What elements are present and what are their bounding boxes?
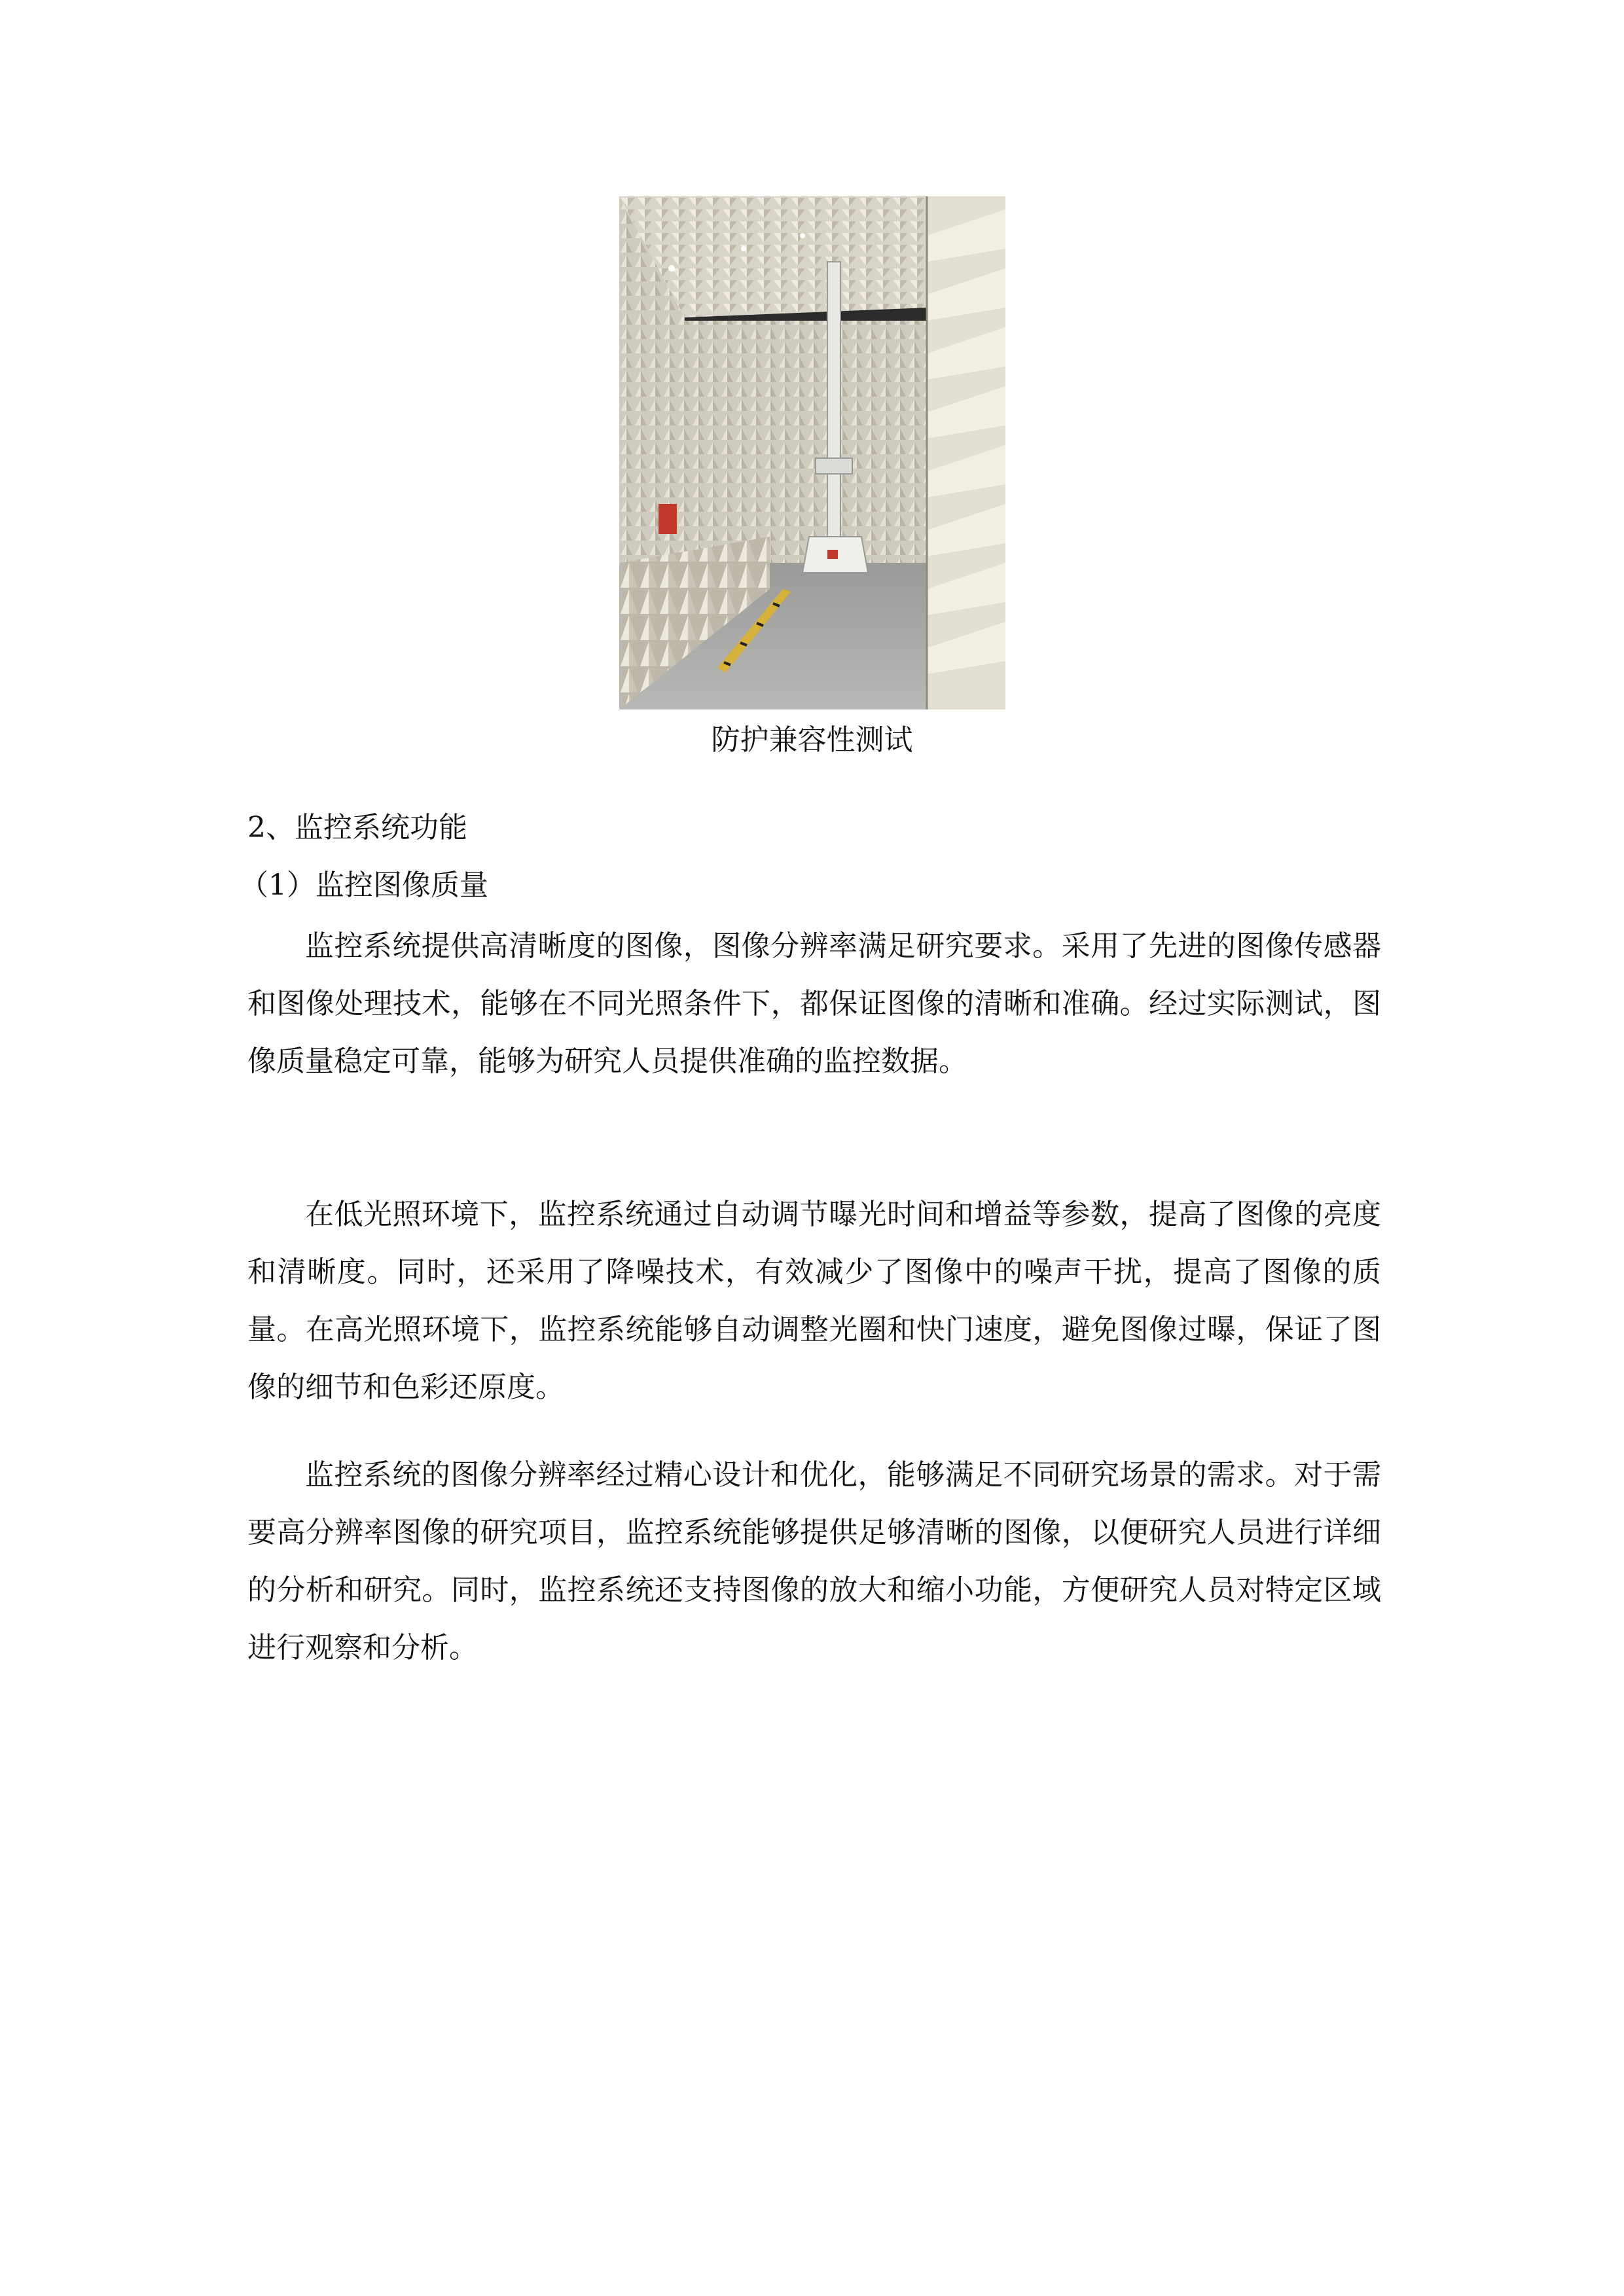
chamber-illustration: [619, 196, 1005, 709]
section-heading: 2、监控系统功能: [247, 811, 467, 844]
anechoic-chamber-photo: [619, 196, 1005, 709]
figure-caption: 防护兼容性测试: [711, 723, 913, 757]
body-paragraph: 在低光照环境下，监控系统通过自动调节曝光时间和增益等参数，提高了图像的亮度和清晰度。同时，还采用了降噪技术，有效减少了图像中的噪声干扰，提高了图像的质量。在高光照环境下，监控系统能够自动调整光圈和快门速度，避免图像过曝，保证了图像的细节和色彩还原度。: [247, 1198, 1381, 1404]
body-paragraph: 监控系统的图像分辨率经过精心设计和优化，能够满足不同研究场景的需求。对于需要高分辨率图像的研究项目，监控系统能够提供足够清晰的图像，以便研究人员进行详细的分析和研究。同时，监控系统还支持图像的放大和缩小功能，方便研究人员对特定区域进行观察和分析。: [247, 1458, 1381, 1664]
subsection-heading: （1）监控图像质量: [240, 869, 488, 902]
body-paragraph: 监控系统提供高清晰度的图像，图像分辨率满足研究要求。采用了先进的图像传感器和图像处理技术，能够在不同光照条件下，都保证图像的清晰和准确。经过实际测试，图像质量稳定可靠，能够为研究人员提供准确的监控数据。: [247, 929, 1381, 1078]
